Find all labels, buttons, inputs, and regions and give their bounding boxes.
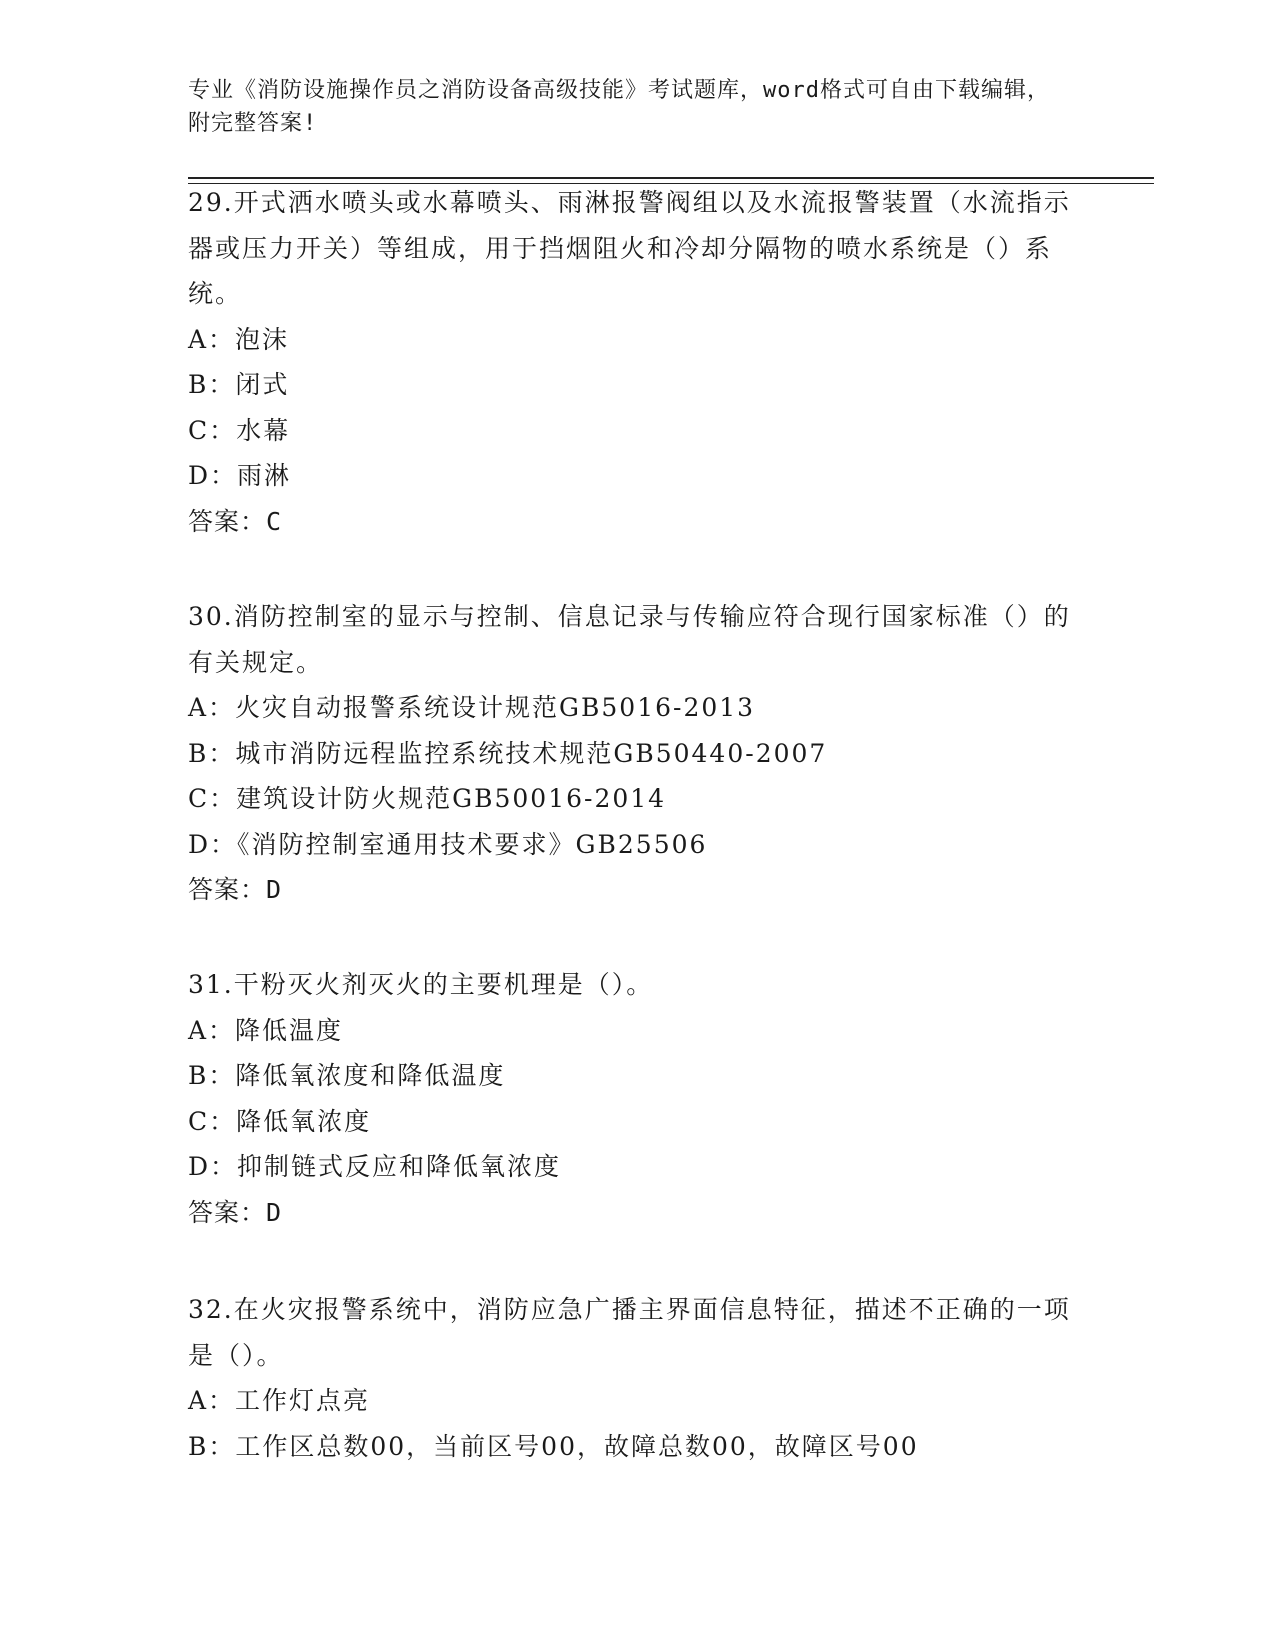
answer: 答案：C (188, 506, 283, 536)
option-d: D：抑制链式反应和降低氧浓度 (188, 1152, 562, 1181)
question-32 (188, 1287, 1088, 1469)
question-29 (188, 180, 1088, 544)
question-text: 31.干粉灭火剂灭火的主要机理是（）。 (188, 970, 654, 999)
answer: 答案：D (188, 1197, 283, 1227)
question-text: 32.在火灾报警系统中，消防应急广播主界面信息特征，描述不正确的一项是（）。 (188, 1295, 1071, 1370)
option-a: A：泡沫 (188, 324, 290, 354)
option-b: B：降低氧浓度和降低温度 (188, 1061, 506, 1090)
option-d: D：《消防控制室通用技术要求》GB25506 (188, 829, 708, 859)
question-text: 30.消防控制室的显示与控制、信息记录与传输应符合现行国家标准（）的有关规定。 (188, 602, 1071, 677)
option-c: C：建筑设计防火规范GB50016-2014 (188, 784, 667, 813)
option-b: B：城市消防远程监控系统技术规范GB50440-2007 (188, 738, 828, 768)
question-30 (188, 594, 1088, 913)
option-d: D：雨淋 (188, 461, 292, 490)
document-header-note: 专业《消防设施操作员之消防设备高级技能》考试题库，word格式可自由下载编辑，附完整答案! (188, 78, 1050, 136)
option-a: A：火灾自动报警系统设计规范GB5016-2013 (188, 693, 756, 722)
option-b: B：工作区总数00，当前区号00，故障总数00，故障区号00 (188, 1431, 919, 1461)
option-a: A：工作灯点亮 (188, 1386, 371, 1415)
option-a: A：降低温度 (188, 1015, 344, 1045)
answer: 答案：D (188, 875, 283, 904)
option-c: C：水幕 (188, 415, 291, 445)
option-b: B：闭式 (188, 370, 290, 399)
header-divider-thick (188, 177, 1154, 179)
question-31 (188, 962, 1088, 1235)
question-text: 29.开式洒水喷头或水幕喷头、雨淋报警阀组以及水流报警装置（水流指示器或压力开关）等组成，用于挡烟阻火和冷却分隔物的喷水系统是（）系统。 (188, 188, 1071, 308)
option-c: C：降低氧浓度 (188, 1106, 372, 1136)
